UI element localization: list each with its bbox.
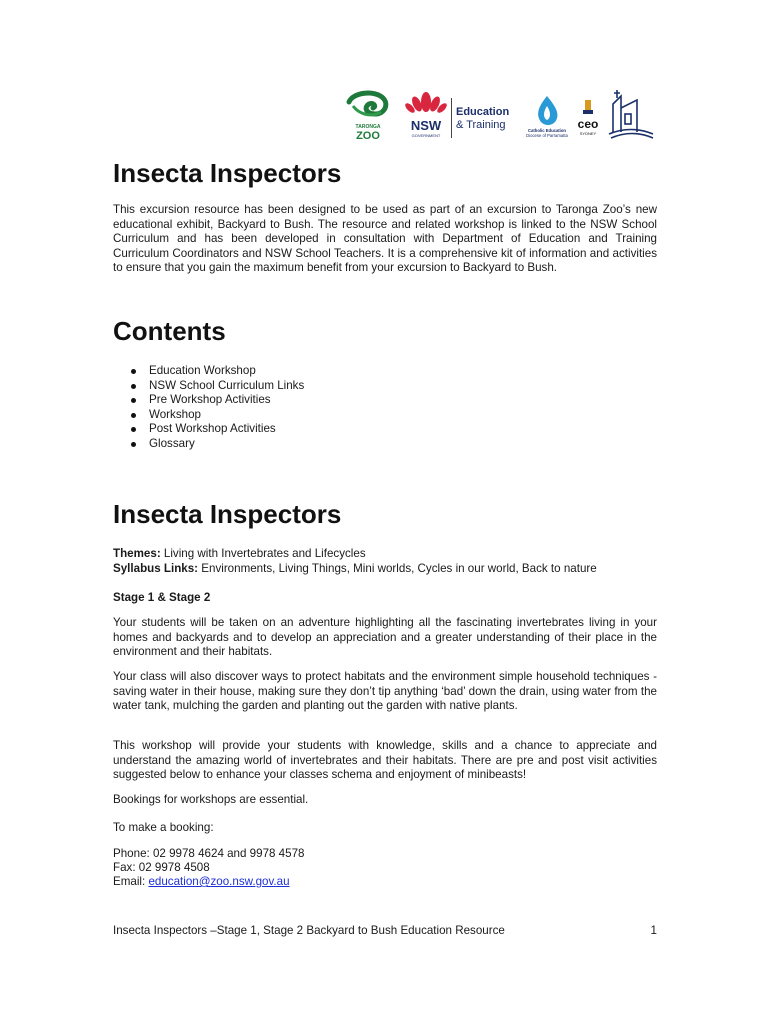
catholic-line1: Catholic Education [528, 128, 566, 133]
nsw-text: NSW [410, 118, 442, 133]
contents-item: Post Workshop Activities [113, 422, 304, 437]
email-line [113, 875, 657, 890]
contents-item: Workshop [113, 408, 304, 423]
page-title: Insecta Inspectors [113, 158, 342, 188]
church-building-logo [607, 84, 655, 142]
partner-logos [345, 84, 655, 144]
paragraph-adventure: Your students will be taken on an adventure highlighting all the fascinating invertebrates living in your homes and backyards and to develop an appreciation and a greater understanding of their place in the environment and their habitats. [113, 616, 657, 659]
education-training-logo [456, 106, 509, 132]
edu-line1: Education [456, 106, 510, 118]
themes-label: Themes: [113, 547, 161, 560]
syllabus-value: Environments, Living Things, Mini worlds, Cycles in our world, Back to nature [198, 562, 597, 575]
catholic-line2: Diocese of Parramatta [526, 133, 568, 138]
section-title: Insecta Inspectors [113, 499, 342, 529]
themes-line [113, 547, 657, 562]
contents-item: NSW School Curriculum Links [113, 379, 304, 394]
contents-item: Pre Workshop Activities [113, 393, 304, 408]
email-label: Email: [113, 875, 149, 888]
contents-item: Glossary [113, 437, 304, 452]
contents-heading: Contents [113, 316, 226, 346]
themes-value: Living with Invertebrates and Lifecycles [160, 547, 366, 560]
zoo-text-bottom: ZOO [356, 130, 380, 142]
paragraph-habitats: Your class will also discover ways to protect habitats and the environment simple household techniques - saving water in their house, making sure they don’t tip anything ‘bad’ down the drain, using water from the water tank, mulching the garden and planting out the garden with native plants. [113, 670, 657, 713]
booking-intro: To make a booking: [113, 821, 214, 834]
ceo-text: ceo [577, 117, 599, 131]
intro-paragraph: This excursion resource has been designed to be used as part of an excursion to Taronga Zoo’s new educational exhibit, Backyard to Bush. The resource and related workshop is linked to the NSW School Curriculum and has been developed in consultation with Department of Education and Training Curriculum Coordinators and NSW School Teachers. It is a comprehensive kit of information and activities to ensure that you gain the maximum benefit from your excursion to Backyard to Bush. [113, 203, 657, 275]
footer-text: Insecta Inspectors –Stage 1, Stage 2 Backyard to Bush Education Resource [113, 924, 505, 937]
ceo-sub: SYDNEY [579, 131, 597, 136]
phone-line: Phone: 02 9978 4624 and 9978 4578 [113, 847, 305, 860]
taronga-zoo-logo [345, 84, 391, 142]
syllabus-label: Syllabus Links: [113, 562, 199, 575]
logo-divider [451, 98, 452, 138]
fax-line: Fax: 02 9978 4508 [113, 861, 210, 874]
page-footer [113, 924, 657, 938]
page-number: 1 [650, 924, 657, 937]
ceo-sydney-logo [573, 84, 603, 142]
zoo-text-top: TARONGA [355, 124, 381, 130]
email-link[interactable]: education@zoo.nsw.gov.au [148, 875, 290, 888]
contents-list [113, 364, 304, 452]
edu-line2: & Training [456, 119, 506, 131]
contents-item: Education Workshop [113, 364, 304, 379]
nsw-government-logo [401, 84, 451, 142]
paragraph-workshop: This workshop will provide your students with knowledge, skills and a chance to appreciate and understand the amazing world of invertebrates and their habitats. There are pre and post visit activities suggested below to enhance your classes schema and enjoyment of minibeasts! [113, 739, 657, 782]
bookings-note: Bookings for workshops are essential. [113, 793, 309, 806]
stage-heading: Stage 1 & Stage 2 [113, 591, 211, 604]
catholic-education-logo [519, 84, 575, 142]
nsw-sub: GOVERNMENT [411, 133, 441, 138]
syllabus-line [113, 562, 657, 577]
